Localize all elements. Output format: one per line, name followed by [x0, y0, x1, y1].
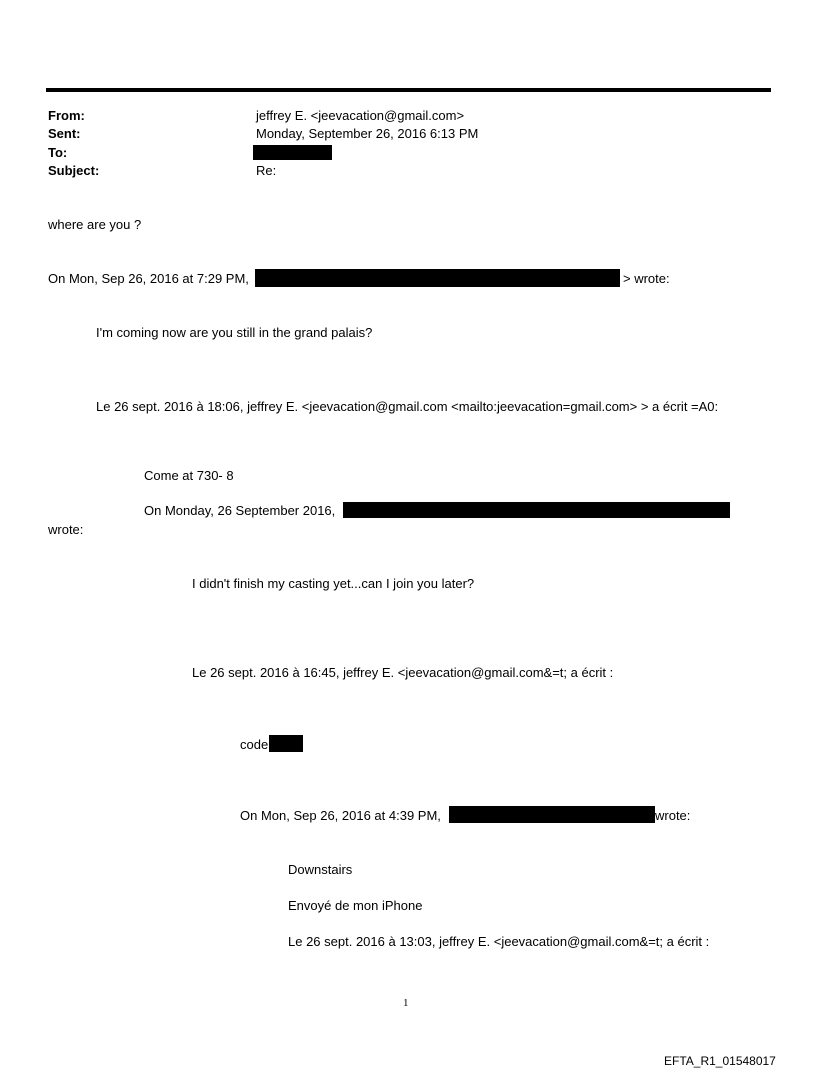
sender-redaction-1 — [255, 269, 620, 287]
quote-header-6: Le 26 sept. 2016 à 13:03, jeffrey E. <jeevacation@gmail.com&=t; a écrit : — [288, 934, 710, 949]
quote-header-3: On Monday, 26 September 2016, — [144, 503, 336, 518]
body-line-come-at: Come at 730- 8 — [144, 468, 234, 483]
from-value: jeffrey E. <jeevacation@gmail.com> — [256, 108, 465, 123]
quote-header-1-wrote: > wrote: — [623, 271, 670, 286]
from-label: From: — [48, 108, 85, 123]
body-line-code: code — [240, 737, 269, 752]
quote-header-1: On Mon, Sep 26, 2016 at 7:29 PM, — [48, 271, 249, 286]
body-line-casting: I didn't finish my casting yet...can I join you later? — [192, 576, 475, 591]
quote-header-5: On Mon, Sep 26, 2016 at 4:39 PM, — [240, 808, 441, 823]
code-redaction — [269, 735, 303, 752]
header-rule — [46, 88, 771, 92]
subject-label: Subject: — [48, 163, 100, 178]
sent-label: Sent: — [48, 126, 81, 141]
page-number: 1 — [403, 997, 409, 1009]
sent-value: Monday, September 26, 2016 6:13 PM — [256, 126, 479, 141]
body-line-downstairs: Downstairs — [288, 862, 353, 877]
quote-header-3-wrote: wrote: — [48, 522, 84, 537]
body-line-signature: Envoyé de mon iPhone — [288, 898, 423, 913]
sender-redaction-3 — [449, 806, 655, 823]
document-id: EFTA_R1_01548017 — [664, 1054, 776, 1068]
quote-header-5-wrote: wrote: — [655, 808, 691, 823]
body-line-coming-now: I'm coming now are you still in the grand palais? — [96, 325, 373, 340]
to-redaction — [253, 145, 332, 160]
subject-value: Re: — [256, 163, 277, 178]
quote-header-2: Le 26 sept. 2016 à 18:06, jeffrey E. <jeevacation@gmail.com <mailto:jeevacation=gmail.com> > a écrit =A0: — [96, 399, 719, 414]
quote-header-4: Le 26 sept. 2016 à 16:45, jeffrey E. <jeevacation@gmail.com&=t; a écrit : — [192, 665, 614, 680]
sender-redaction-2 — [343, 502, 730, 518]
body-line-where-are-you: where are you ? — [48, 217, 142, 232]
to-label: To: — [48, 145, 68, 160]
